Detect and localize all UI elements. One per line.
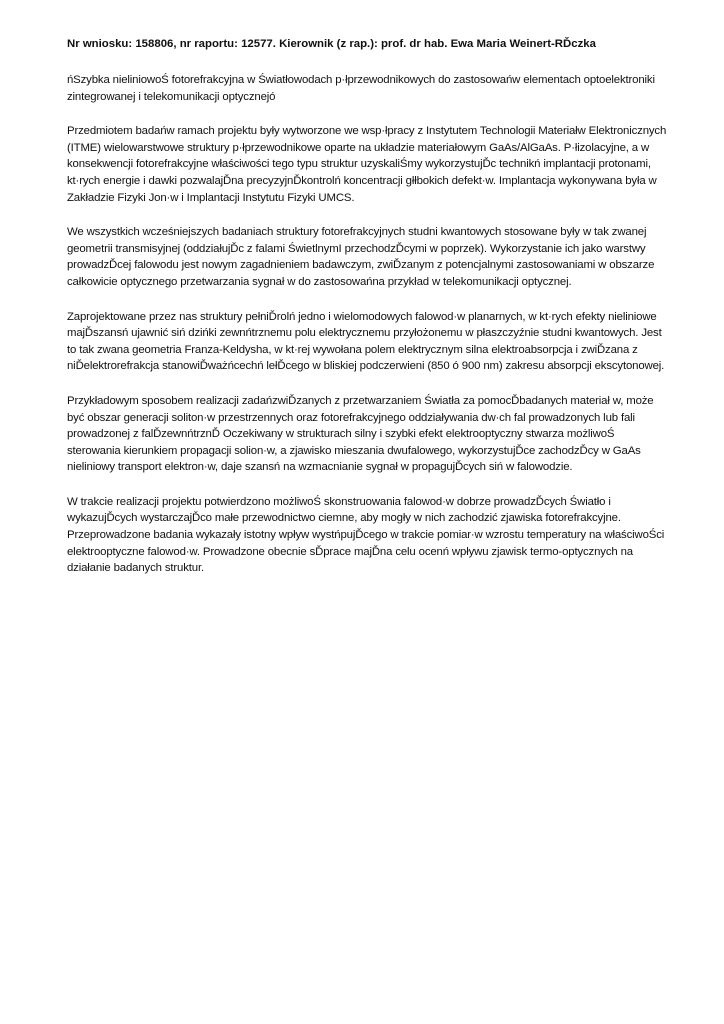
project-title-paragraph: ńSzybka nieliniowoŚ fotorefrakcyjna w Światłowodach p·łprzewodnikowych do zastosowańw elementach optoelektroniki zintegrowanej i telekomunikacji optycznejó: [67, 74, 655, 103]
paragraph-research-subject: Przedmiotem badańw ramach projektu były wytworzone we wsp·łpracy z Instytutem Technologii Materiałw Elektronicznych (ITME) wielowarstwowe struktury p·łprzewodnikowe oparte na układzie materiałowym GaAs/AlGaAs. P·łizolacyjne, a w konsekwencji fotorefrakcyjne właściwości tego typu struktur uzyskaliŚmy wykorzystujĎc technikń implantacji protonami, kt·rych energie i dawki pozwalajĎna precyzyjnĎkontrolń koncentracji głłbokich defekt·w. Implantacja wykonywana była w Zakładzie Fizyki Jon·w i Implantacji Instytutu Fizyki UMCS.: [67, 125, 667, 204]
report-header: Nr wniosku: 158806, nr raportu: 12577. Kierownik (z rap.): prof. dr hab. Ewa Maria Weinert-RĎczka: [67, 38, 596, 50]
paragraph-previous-research: We wszystkich wcześniejszych badaniach struktury fotorefrakcyjnych studni kwantowych stosowane były w tak zwanej geometrii transmisyjnej (oddziałujĎc z falami ŚwietlnymI przechodzĎcymi w poprzek). Wykorzystanie ich jako warstwy prowadzĎcej falowodu jest nowym zagadnieniem badawczym, zwiĎzanym z potencjalnymi zastosowaniami w obszarze całkowicie optycznego przetwarzania sygnał w do zastosowańna przykład w telekomunikacji optycznej.: [67, 226, 655, 288]
document-page: [67, 36, 667, 577]
paragraph-waveguide-design: Zaprojektowane przez nas struktury pełniĎrolń jedno i wielomodowych falowod·w planarnych, w kt·rych efekty nieliniowe majĎszansń ujawnić siń dzińki zewnńtrznemu polu elektrycznemu przyłożonemu w płaszczyźnie studni kwantowych. Jest to tak zwana geometria Franza-Keldysha, w kt·rej wywołana polem elektrycznym silna elektroabsorpcja i zwiĎzana z niĎelektrorefrakcja stanowiĎważńcechń lełĎcego w bliskiej podczerwieni (850 ó 900 nm) zakresu absorpcji ekscytonowej.: [67, 310, 665, 373]
paragraph-application-example: Przykładowym sposobem realizacji zadańzwiĎzanych z przetwarzaniem Światła za pomocĎbadanych materiał w, może być obszar generacji soliton·w przestrzennych oraz fotorefrakcyjnego oddziaływania dw·ch fal prowadzonych lub fali prowadzonej z falĎzewnńtrznĎ Oczekiwany w strukturach silny i szybki efekt elektrooptyczny stwarza możliwoŚ sterowania kierunkiem propagacji solion·w, a zjawisko mieszania dwufalowego, wykorzystujĎce zachodzĎcy w GaAs nieliniowy transport elektron·w, daje szansń na wzmacnianie sygnał w propagujĎcych siń w falowodzie.: [67, 394, 654, 474]
paragraph-results: W trakcie realizacji projektu potwierdzono możliwoŚ skonstruowania falowod·w dobrze prowadzĎcych Światło i wykazujĎcych wystarczajĎco małe przewodnictwo ciemne, aby mogły w nich zachodzić zjawiska fotorefrakcyjne. Przeprowadzone badania wykazały istotny wpływ wystńpujĎcego w trakcie pomiar·w wzrostu temperatury na właściwoŚci elektrooptyczne falowod·w. Prowadzone obecnie sĎprace majĎna celu ocenń wpływu zjawisk termo-optycznych na działanie badanych struktur.: [67, 495, 665, 575]
